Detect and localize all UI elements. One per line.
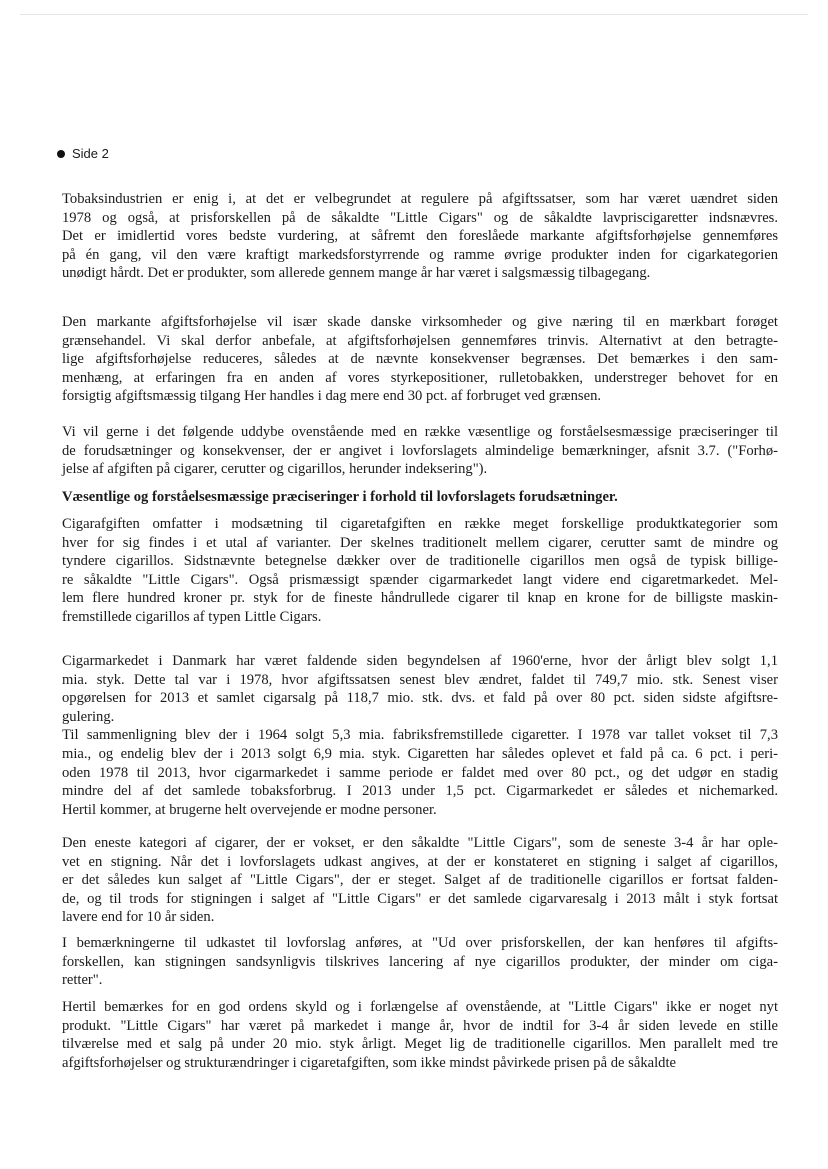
text-line: oden 1978 til 2013, hvor cigarmarkedet i samme periode er faldet med over 80 pct., og det udgør en stadig (62, 764, 778, 781)
scan-edge-line (20, 14, 808, 15)
text-line: fremstillede cigarillos af typen Little Cigars. (62, 608, 322, 625)
text-line: Den eneste kategori af cigarer, der er vokset, er den såkaldte "Little Cigars", som de seneste 3-4 år har ople- (62, 835, 778, 851)
text-line: re såkaldte "Little Cigars". Også prismæssigt spænder cigarmarkedet langt videre end cigaretmarkedet. Mel- (62, 571, 778, 588)
text-line: vet en stigning. Når det i lovforslagets udkast angives, at der er konstateret en stigning i salget af cigarillos, (62, 853, 778, 870)
paragraph-cigarafgift (62, 515, 778, 627)
paragraph-little-cigars (62, 834, 778, 927)
text-line: lavere end for 10 år siden. (62, 909, 215, 926)
text-line: hver for sig findes i et utal af varianter. Der skelnes traditionelt mellem cigarer, cerutter samt de mindre og (62, 534, 778, 551)
text-line: Det er imidlertid vores bedste vurdering, at såfremt den foreslåede markante afgiftsforhøjelse gennemføres (62, 228, 778, 245)
paragraph-hertil (62, 998, 778, 1072)
text-line: mia., og endelig blev der i 2013 solgt 6,9 mia. styk. Cigaretten har således oplevet et fald på ca. 6 pct. i peri- (62, 745, 778, 762)
text-line: produkt. "Little Cigars" har været på markedet i mange år, hvor de indtil for 3-4 år siden levede en stille (62, 1017, 778, 1034)
text-line: forskellen, kan stigningen sandsynligvis tilskrives lancering af nye cigarillos produkter, der minder om ciga- (62, 953, 778, 970)
text-line: jelse af afgiften på cigarer, cerutter og cigarillos, herunder indeksering"). (62, 461, 488, 478)
text-line: Cigarmarkedet i Danmark har været faldende siden begyndelsen af 1960'erne, hvor der årligt blev solgt 1,1 (62, 653, 778, 669)
text-line: Væsentlige og forståelsesmæssige præciseringer i forhold til lovforslagets forudsætninger. (62, 489, 618, 505)
section-heading (62, 488, 778, 507)
paragraph-bemærkninger (62, 934, 778, 990)
text-line: retter". (62, 972, 103, 989)
paragraph-cigarmarkedet (62, 652, 778, 819)
text-line: tyndere cigarillos. Sidstnævnte betegnelse dækker over de traditionelle cigarillos men også de typisk billige- (62, 553, 778, 570)
text-line: Vi vil gerne i det følgende uddybe ovenstående med en række væsentlige og forståelsesmæssige præciseringer til (62, 424, 778, 440)
page-number-label: Side 2 (72, 146, 109, 161)
text-line: Tobaksindustrien er enig i, at det er velbegrundet at regulere på afgiftssatser, som har været uændret siden (62, 191, 778, 207)
text-line: tilværelse med et salg på under 20 mio. styk årligt. Meget lig de traditionelle cigarillos. Men parallelt med tre (62, 1036, 778, 1053)
text-line: lem flere hundred kroner pr. styk for de fineste håndrullede cigarer til knap en krone for de billigste maskin- (62, 590, 778, 607)
text-line: Hertil bemærkes for en god ordens skyld og i forlængelse af ovenstående, at "Little Cigars" ikke er noget nyt (62, 999, 778, 1015)
text-line: opgørelsen for 2013 et samlet cigarsalg på 118,7 mio. stk. dvs. et fald på over 80 pct. siden sidste afgiftsre- (62, 690, 778, 707)
text-line: 1978 og også, at prisforskellen på de såkaldte "Little Cigars" og de såkaldte lavpriscigaretter indsnævres. (62, 209, 778, 226)
text-line: Den markante afgiftsforhøjelse vil især skade danske virksomheder og give næring til en mærkbart forøget (62, 314, 778, 330)
text-line: I bemærkningerne til udkastet til lovforslag anføres, at "Ud over prisforskellen, der kan henføres til afgifts- (62, 935, 778, 951)
bullet-icon (57, 150, 65, 158)
text-line: afgiftsforhøjelser og strukturændringer i cigaretafgiften, som ikke mindst påvirkede prisen på de såkaldte (62, 1054, 676, 1071)
text-line: mindre del af det samlede tobaksforbrug. I 2013 under 1,5 pct. Cigarmarkedet er således et nichemarked. (62, 783, 778, 800)
text-line: menhæng, at erfaringen fra en anden af vores styrkepositioner, rulletobakken, understreger behovet for en (62, 369, 778, 386)
text-line: lige afgiftsforhøjelse reduceres, således at de nævnte konsekvenser begrænses. Det bemærkes i den sam- (62, 351, 778, 368)
text-line: Cigarafgiften omfatter i modsætning til cigaretafgiften en række meget forskellige produktkategorier som (62, 516, 778, 532)
text-line: mia. styk. Dette tal var i 1978, hvor afgiftssatsen senest blev ændret, faldet til 749,7 mio. stk. Senest viser (62, 671, 778, 688)
text-line: unødigt hårdt. Det er produkter, som allerede gennem mange år har været i salgsmæssig tilbagegang. (62, 265, 651, 282)
text-line: gulering. (62, 708, 115, 725)
paragraph-grænsehandel (62, 313, 778, 406)
text-line: Hertil kommer, at brugerne helt overvejende er modne personer. (62, 801, 437, 818)
text-line: på én gang, vil den være kraftigt markedsforstyrrende og ramme øvrige produkter inden for cigarkategorien (62, 246, 778, 263)
text-line: Til sammenligning blev der i 1964 solgt 5,3 mia. fabriksfremstillede cigaretter. I 1978 var tallet vokset til 7,3 (62, 727, 778, 744)
paragraph-intro (62, 190, 778, 283)
page-header (57, 146, 109, 161)
text-line: forsigtig afgiftsmæssig tilgang Her handles i dag mere end 30 pct. af forbruget ved grænsen. (62, 388, 602, 405)
text-line: de forudsætninger og konsekvenser, der er angivet i lovforslagets almindelige bemærkninger, afsnit 3.7. ("Forhø- (62, 442, 778, 459)
text-line: de, og til trods for stigningen i salget af "Little Cigars" er det samlede cigarvaresalg i 2013 målt i styk fortsat (62, 890, 778, 907)
text-line: grænsehandel. Vi skal derfor anbefale, at afgiftsforhøjelsen gennemføres trinvis. Alternativt at den betragte- (62, 332, 778, 349)
text-line: er det således kun salget af "Little Cigars", der er steget. Salget af de traditionelle cigarillos er fortsat falden- (62, 872, 778, 889)
paragraph-uddybning (62, 423, 778, 479)
